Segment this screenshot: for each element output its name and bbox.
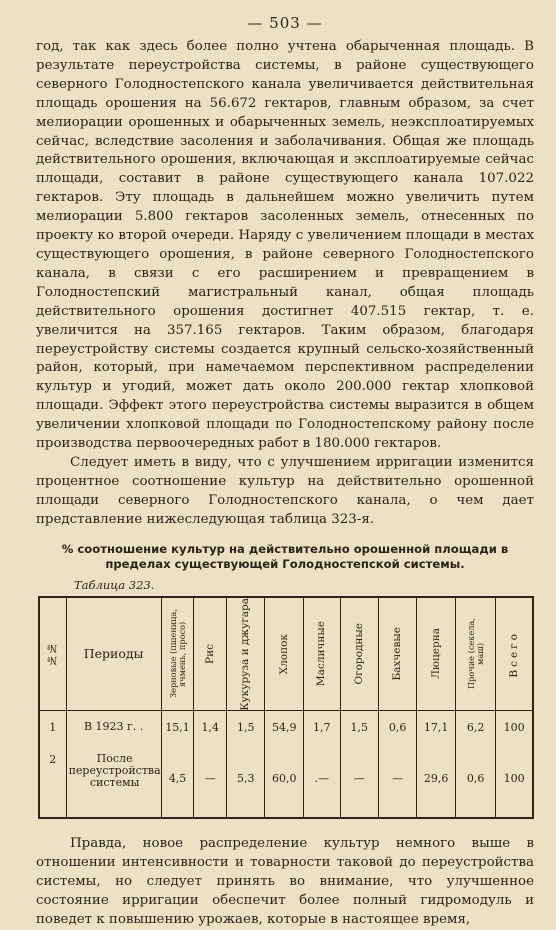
cell-melons: 0,6 bbox=[378, 711, 416, 746]
table-caption: % соотношение культур на действительно орошенной площади в пределах существующей Голодностепской системы. bbox=[61, 541, 509, 571]
cell-oilseeds: 1,7 bbox=[304, 711, 340, 746]
header-grain: Зерновые (пшеница, ячмень, просо) bbox=[161, 597, 194, 711]
cell-alfalfa: 29,6 bbox=[417, 745, 456, 818]
cell-cotton: 54,9 bbox=[265, 711, 304, 746]
page-number: — 503 — bbox=[247, 14, 323, 32]
cell-melons: — bbox=[378, 745, 416, 818]
cell-other: 6,2 bbox=[455, 711, 495, 746]
crop-ratio-table bbox=[38, 596, 534, 820]
header-oilseeds: Масличные bbox=[304, 597, 340, 711]
cell-other: 0,6 bbox=[455, 745, 495, 818]
cell-grain: 4,5 bbox=[161, 745, 194, 818]
cell-vegetables: — bbox=[340, 745, 378, 818]
table-row bbox=[39, 745, 533, 818]
header-melons: Бахчевые bbox=[378, 597, 416, 711]
cell-rice: — bbox=[194, 745, 227, 818]
header-rice: Рис bbox=[194, 597, 227, 711]
header-cotton: Хлопок bbox=[265, 597, 304, 711]
header-total: Всего bbox=[496, 597, 533, 711]
paragraph-1: год, так как здесь более полно учтена обарыченная площадь. В результате переустройства системы, в районе существующего северного Голодностепского канала увеличивается действительная площадь орошения на 56.672 гектаров, главным образом, за счет мелиорации орошенных и обарыченных земель, неэксплоатируемых сейчас, вследствие засоления и заболачивания. Общая же площадь действительного орошения, включающая и эксплоатируемые сейчас площади, составит в районе существующего канала 107.022 гектаров. Эту площадь в дальнейшем можно увеличить путем мелиорации 5.800 гектаров засоленных земель, отнесенных по проекту ко второй очереди. Наряду с увеличением площади в местах существующего орошения, в районе северного Голодностепского канала, в связи с его расширением и превращением в Голодностепский магистральный канал, общая площадь действительного орошения достигнет 407.515 гектар, т. е. увеличится на 357.165 гектаров. Таким образом, благодаря переустройству системы создается крупный сельско-хозяйственный район, который, при намечаемом перспективном распределении культур и угодий, может дать около 200.000 гектар хлопковой площади. Эффект этого переустройства системы выразится в общем увеличении хлопковой площади по Голодностепскому району после производства первоочередных работ в 180.000 гектаров. bbox=[36, 39, 534, 452]
row-number: 1 bbox=[49, 721, 57, 735]
header-number: №№ bbox=[39, 597, 66, 711]
table-header-row bbox=[39, 597, 533, 711]
cell-grain: 15,1 bbox=[161, 711, 194, 746]
cell-alfalfa: 17,1 bbox=[417, 711, 456, 746]
cell-oilseeds: .— bbox=[304, 745, 340, 818]
header-periods: Периоды bbox=[66, 597, 161, 711]
cell-cotton: 60,0 bbox=[265, 745, 304, 818]
paragraph-2: Следует иметь в виду, что с улучшением ирригации изменится процентное соотношение культур на действительно орошенной площади северного Голодностепского канала, о чем дает представление нижеследующая таблица 323-я. bbox=[36, 454, 534, 527]
table-row bbox=[39, 711, 533, 746]
header-vegetables: Огородные bbox=[340, 597, 378, 711]
paragraph-3: Правда, новое распределение культур немного выше в отношении интенсивности и товарности таковой до переустройства системы, но следует принять во внимание, что улучшенное состояние ирригации обеспечит более полный гидромодуль и поведет к повышению урожаев, которые в настоящее время, bbox=[36, 836, 534, 927]
row-period: В 1923 г. . bbox=[66, 711, 161, 746]
cell-corn: 1,5 bbox=[227, 711, 265, 746]
table-label: Таблица 323. bbox=[74, 577, 155, 592]
row-period: После переустройства системы bbox=[66, 745, 161, 818]
header-alfalfa: Люцерна bbox=[417, 597, 456, 711]
cell-rice: 1,4 bbox=[194, 711, 227, 746]
cell-total: 100 bbox=[496, 711, 533, 746]
cell-corn: 5,3 bbox=[227, 745, 265, 818]
cell-vegetables: 1,5 bbox=[340, 711, 378, 746]
header-other: Прочие (секела, маш) bbox=[455, 597, 495, 711]
row-number: 2 bbox=[49, 753, 57, 767]
cell-total: 100 bbox=[496, 745, 533, 818]
header-corn: Кукуруза и джугара bbox=[227, 597, 265, 711]
